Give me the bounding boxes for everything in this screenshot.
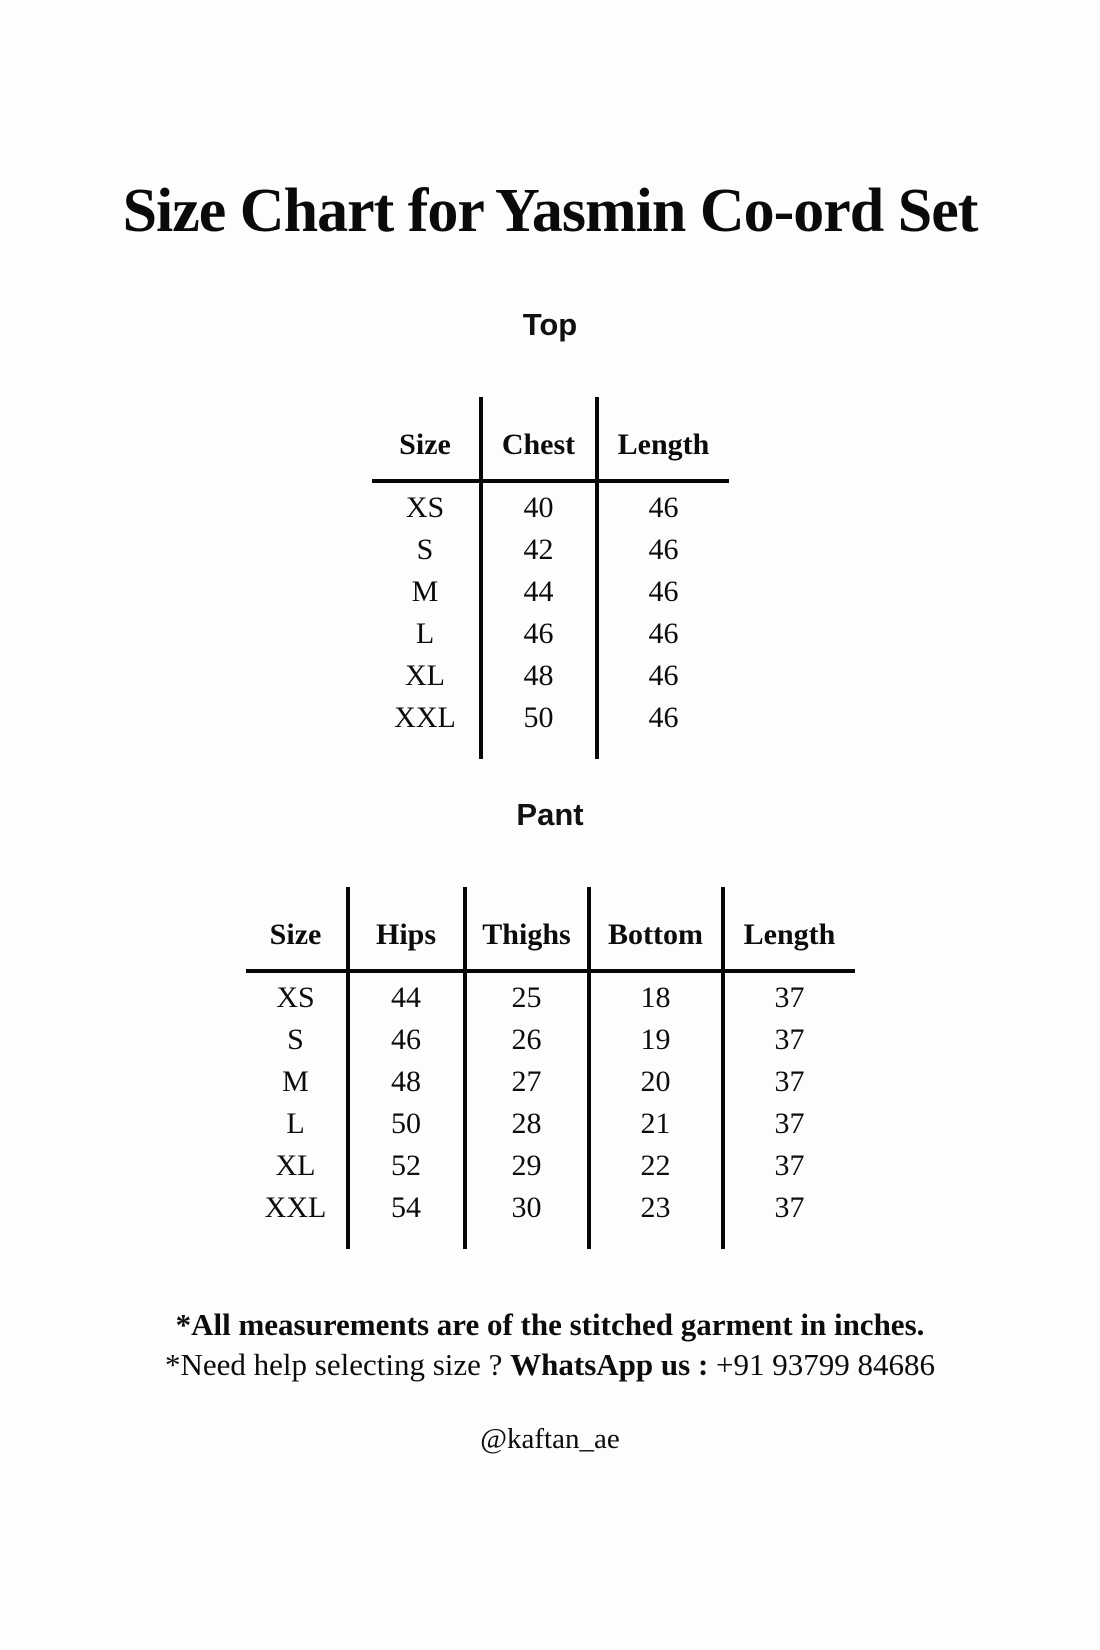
measurement-note: *All measurements are of the stitched garment in inches.: [175, 1307, 925, 1342]
measurement-cell: 46: [597, 613, 729, 655]
footer-notes: [0, 1305, 1100, 1457]
size-help-prefix: *Need help selecting size ?: [164, 1347, 511, 1382]
pant-section-heading: Pant: [516, 797, 584, 832]
measurement-cell: 20: [589, 1061, 723, 1103]
column-header: Hips: [348, 887, 465, 971]
table-row: [246, 1061, 855, 1103]
measurement-cell: 37: [723, 1061, 855, 1103]
table-row: [372, 697, 729, 759]
measurement-cell: 50: [348, 1103, 465, 1145]
whatsapp-label: WhatsApp us :: [510, 1347, 717, 1382]
size-label-cell: XL: [275, 1149, 316, 1182]
column-header: Chest: [481, 397, 597, 481]
measurement-cell: 37: [723, 1019, 855, 1061]
column-header: Length: [723, 887, 855, 971]
size-label-cell: L: [415, 617, 435, 650]
top-section-heading: Top: [522, 307, 578, 342]
measurement-cell: 50: [481, 697, 597, 759]
table-row: [372, 655, 729, 697]
table-row: [246, 971, 855, 1019]
measurement-cell: 48: [481, 655, 597, 697]
size-label-cell: XS: [405, 491, 445, 524]
measurement-cell: 22: [589, 1145, 723, 1187]
table-row: [246, 1145, 855, 1187]
column-header: Size: [372, 397, 481, 481]
size-label-cell: XL: [405, 659, 445, 692]
measurement-cell: 46: [597, 655, 729, 697]
measurement-cell: 21: [589, 1103, 723, 1145]
size-label-cell: S: [416, 533, 434, 566]
table-row: [246, 1103, 855, 1145]
size-help-note: [0, 1345, 1100, 1385]
size-label-cell: M: [411, 575, 439, 608]
column-header: Thighs: [465, 887, 589, 971]
pant-size-table: [246, 887, 855, 1249]
table-row: [246, 1019, 855, 1061]
whatsapp-number: +91 93799 84686: [716, 1347, 936, 1382]
measurement-cell: 37: [723, 1145, 855, 1187]
header-row: [372, 397, 729, 481]
measurement-cell: 30: [465, 1187, 589, 1249]
measurement-cell: 23: [589, 1187, 723, 1249]
measurement-cell: 42: [481, 529, 597, 571]
header-row: [246, 887, 855, 971]
measurement-cell: 19: [589, 1019, 723, 1061]
measurement-cell: 48: [348, 1061, 465, 1103]
column-header: Length: [597, 397, 729, 481]
table-row: [372, 571, 729, 613]
section-pant: [0, 795, 1100, 1249]
measurement-cell: 46: [597, 697, 729, 759]
measurement-cell: 44: [481, 571, 597, 613]
measurement-cell: 46: [348, 1019, 465, 1061]
page-title: Size Chart for Yasmin Co-ord Set: [122, 177, 978, 245]
measurement-cell: 40: [481, 481, 597, 529]
instagram-handle: @kaftan_ae: [480, 1423, 620, 1455]
table-row: [246, 1187, 855, 1249]
measurement-cell: 46: [597, 571, 729, 613]
measurement-cell: 37: [723, 971, 855, 1019]
measurement-cell: 44: [348, 971, 465, 1019]
column-header: Bottom: [589, 887, 723, 971]
measurement-cell: 54: [348, 1187, 465, 1249]
table-row: [372, 613, 729, 655]
table-row: [372, 481, 729, 529]
measurement-cell: 27: [465, 1061, 589, 1103]
measurement-cell: 46: [597, 529, 729, 571]
measurement-cell: 26: [465, 1019, 589, 1061]
size-label-cell: XXL: [264, 1191, 327, 1224]
measurement-cell: 37: [723, 1187, 855, 1249]
size-label-cell: L: [286, 1107, 305, 1140]
measurement-cell: 18: [589, 971, 723, 1019]
measurement-cell: 25: [465, 971, 589, 1019]
top-size-table: [372, 397, 729, 759]
measurement-cell: 52: [348, 1145, 465, 1187]
measurement-cell: 37: [723, 1103, 855, 1145]
size-label-cell: XS: [276, 981, 315, 1014]
size-label-cell: XXL: [394, 701, 456, 734]
section-top: [0, 305, 1100, 759]
measurement-cell: 46: [481, 613, 597, 655]
column-header: Size: [246, 887, 348, 971]
size-label-cell: S: [287, 1023, 304, 1056]
measurement-cell: 29: [465, 1145, 589, 1187]
table-row: [372, 529, 729, 571]
measurement-cell: 46: [597, 481, 729, 529]
measurement-cell: 28: [465, 1103, 589, 1145]
size-label-cell: M: [282, 1065, 309, 1098]
